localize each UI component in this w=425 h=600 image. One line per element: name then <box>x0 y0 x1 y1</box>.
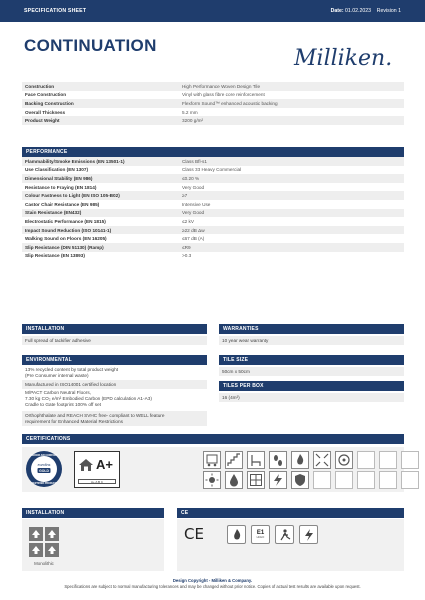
spec-value: ≥7 <box>182 193 188 199</box>
sun-light-icon <box>203 471 221 489</box>
monolithic-label: Monolithic <box>34 561 54 566</box>
env-line: M/PACT Carbon Neutral Floors, <box>25 390 91 395</box>
spec-row <box>22 157 404 166</box>
monolithic-arrows-icon <box>29 527 59 557</box>
spec-value: Class Bfl-s1 <box>182 158 208 164</box>
grid-tile-icon <box>247 471 265 489</box>
spec-row <box>22 200 404 209</box>
spec-row <box>22 166 404 175</box>
spec-row <box>22 108 404 117</box>
env-line: Orthophthalate and REACH SVHC free- compliant to WELL feature <box>25 412 165 418</box>
flame-icon <box>291 451 309 469</box>
empty-cert-box <box>335 471 353 489</box>
certifications-panel <box>22 447 404 492</box>
spec-label: Electrostatic Performance (EN 1815) <box>25 218 106 224</box>
stair-icon <box>225 451 243 469</box>
spec-label: Impact Sound Reduction (ISO 10141-1) <box>25 227 112 233</box>
empty-cert-box <box>401 451 419 469</box>
footstep-icon <box>269 451 287 469</box>
emission-scale: A+ A B C <box>78 479 116 484</box>
product-title: CONTINUATION <box>24 36 157 55</box>
e1-label: E1 <box>256 530 265 536</box>
empty-cert-box <box>379 451 397 469</box>
spec-value: High Performance Woven Design Tile <box>182 83 261 89</box>
svg-text:GOLD: GOLD <box>39 468 49 473</box>
environmental-block <box>22 367 207 379</box>
environmental-block-3 <box>22 411 207 426</box>
expand-arrows-icon <box>313 451 331 469</box>
env-line: 7.30 kg CO₂ e/m² Embodied Carbon (EPD calculation A1-A3) <box>25 396 152 401</box>
empty-cert-box <box>357 451 375 469</box>
empty-cert-box <box>313 471 331 489</box>
spec-row <box>22 217 404 226</box>
spec-value: Intensive Use <box>182 201 211 207</box>
svg-text:eurofins: eurofins <box>37 463 51 467</box>
spec-label: Stain Resistance (EN432) <box>25 210 82 216</box>
spec-row <box>22 209 404 218</box>
installation-heading: INSTALLATION <box>22 324 207 334</box>
chair-icon <box>247 451 265 469</box>
e1-hcho-icon <box>251 525 270 544</box>
spec-label: Slip Resistance (EN 13893) <box>25 253 85 259</box>
emission-grade: A+ <box>96 457 113 472</box>
revision: Revision 1 <box>376 8 401 14</box>
spec-value: Flexform Sound™ enhanced acoustic backing <box>182 100 278 106</box>
installation-method-panel <box>22 519 164 571</box>
date-value: 01.02.2023 <box>345 8 371 14</box>
spec-label: Walking Sound on Floors (EN 16205) <box>25 236 107 242</box>
spec-row <box>22 226 404 235</box>
header-bar <box>0 0 425 22</box>
env-line: 13% recycled content by total product weight <box>25 367 119 372</box>
empty-cert-box <box>357 471 375 489</box>
spec-row <box>22 116 404 125</box>
env-line: requirement for Enhanced Material Restrictions <box>25 418 123 424</box>
performance-table <box>22 157 404 260</box>
spec-label: Use Classification (EN 1307) <box>25 167 89 173</box>
fire-rating-icon <box>227 525 246 544</box>
tile-size-text: 50cm x 50cm <box>219 367 404 376</box>
svg-text:CERTIFIED PRODUCT: CERTIFIED PRODUCT <box>31 482 57 485</box>
installation-text: Full spread of tackifier adhesive <box>22 336 207 345</box>
warranties-text: 10 year wear warranty <box>219 336 404 345</box>
spec-row <box>22 243 404 252</box>
certifications-heading: CERTIFICATIONS <box>22 434 404 444</box>
spec-value: Very Good <box>182 210 205 216</box>
env-line: Cradle to Gate footprint 100% off set <box>25 402 102 407</box>
empty-cert-box <box>379 471 397 489</box>
env-line: Manufactured in ISO14001 certified location <box>22 380 207 389</box>
performance-heading: PERFORMANCE <box>22 147 404 157</box>
spec-label: Castor Chair Resistance (EN 985) <box>25 201 100 207</box>
emission-label <box>74 451 120 488</box>
environmental-block-2 <box>22 390 207 408</box>
spec-label: Product Weight <box>25 118 60 124</box>
spec-label: Overall Thickness <box>25 109 66 115</box>
spec-row <box>22 183 404 192</box>
eurofins-seal-icon <box>25 450 63 488</box>
spec-value: Class 33 Heavy Commercial <box>182 167 242 173</box>
sheet-label: SPECIFICATION SHEET <box>24 8 87 14</box>
hcho-label: HCHO <box>256 536 265 539</box>
wheelchair-castor-icon <box>203 451 221 469</box>
drop-icon <box>225 471 243 489</box>
footer-copyright: Design Copyright - Milliken & Company. <box>172 578 253 583</box>
ce-heading: CE <box>177 508 404 518</box>
spec-row <box>22 91 404 100</box>
spec-value: ≤67 dB (A) <box>182 236 205 242</box>
environmental-heading: ENVIRONMENTAL <box>22 355 207 365</box>
spec-value: 5.2 mm <box>182 109 198 115</box>
spec-label: Construction <box>25 83 55 89</box>
spec-row <box>22 82 404 91</box>
svg-text:Milliken.: Milliken. <box>294 46 393 71</box>
shield-icon <box>291 471 309 489</box>
empty-cert-box <box>401 471 419 489</box>
spec-label: Dimensional Stability (EN 986) <box>25 175 93 181</box>
env-line: (Pre Consumer internal waste) <box>25 373 89 378</box>
lightning-icon <box>269 471 287 489</box>
antistatic-icon <box>299 525 318 544</box>
spec-row <box>22 191 404 200</box>
spec-value: Very Good <box>182 184 205 190</box>
house-icon <box>78 458 94 472</box>
spec-value: ≤0.20 % <box>182 175 200 181</box>
spec-label: Face Construction <box>25 92 67 98</box>
date-label: Date: <box>330 8 344 14</box>
ce-mark: CE <box>184 525 204 543</box>
footer-disclaimer: Specifications are subject to normal manufacturing tolerances and may be changed without prior notice. Copies of actual test results are available upon request. <box>64 584 361 589</box>
spec-value: Vinyl with glass fibre core reinforcement <box>182 92 265 98</box>
spec-label: Colour Fastness to Light (EN ISO 105-B02) <box>25 193 120 199</box>
spec-value: 3200 g/m² <box>182 118 204 124</box>
warranties-heading: WARRANTIES <box>219 324 404 334</box>
spec-row <box>22 174 404 183</box>
spec-value: >0.3 <box>182 253 192 259</box>
milliken-logo <box>290 40 400 74</box>
installation-method-heading: INSTALLATION <box>22 508 164 518</box>
spec-label: Slip Resistance (DIN 51130) (Ramp) <box>25 244 104 250</box>
tiles-per-box-text: 16 (4m²) <box>219 393 404 402</box>
spec-label: Backing Construction <box>25 100 74 106</box>
spec-value: ≤2 kV <box>182 218 194 224</box>
spec-value: ≤R9 <box>182 244 191 250</box>
svg-text:INDOOR AIR COMFORT: INDOOR AIR COMFORT <box>30 454 58 458</box>
spec-label: Resistance to Fraying (EN 1814) <box>25 184 97 190</box>
spec-value: ≥22 dB Δw <box>182 227 205 233</box>
spec-row <box>22 252 404 261</box>
spec-row <box>22 99 404 108</box>
spec-table <box>22 82 404 125</box>
tile-size-heading: TILE SIZE <box>219 355 404 365</box>
date-revision <box>331 8 401 14</box>
slip-resistance-icon <box>275 525 294 544</box>
tiles-per-box-heading: TILES PER BOX <box>219 381 404 391</box>
ce-panel <box>177 519 404 571</box>
spec-label: Flammability/Smoke Emissions (EN 13501-1) <box>25 158 125 164</box>
spec-row <box>22 234 404 243</box>
wheel-icon <box>335 451 353 469</box>
